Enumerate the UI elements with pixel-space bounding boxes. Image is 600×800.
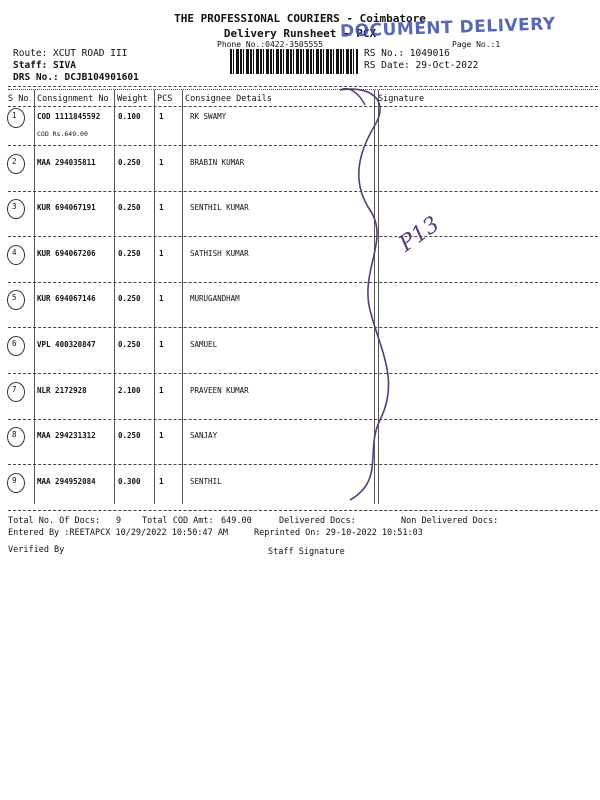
- consignee-name: SANJAY: [190, 431, 218, 441]
- weight: 0.300: [118, 476, 141, 486]
- sno: 7: [12, 384, 17, 394]
- sno: 5: [12, 293, 17, 303]
- sno: 4: [12, 247, 17, 257]
- pcs: 1: [159, 157, 164, 167]
- company-title: THE PROFESSIONAL COURIERS - Coimbatore: [174, 12, 426, 25]
- rs-date: RS Date: 29-Oct-2022: [364, 60, 479, 71]
- consignment-no: MAA 294035811: [37, 157, 96, 167]
- col-weight: Weight: [117, 94, 148, 104]
- phone-number: Phone No.:0422-3505555: [217, 40, 323, 49]
- weight: 0.250: [118, 157, 141, 167]
- sno: 3: [12, 202, 17, 212]
- consignment-no: KUR 694067191: [37, 203, 96, 213]
- footer-rule: [8, 510, 598, 511]
- weight: 0.250: [118, 294, 141, 304]
- total-cod-label: Total COD Amt:: [142, 516, 214, 526]
- page-number: Page No.:1: [452, 40, 501, 49]
- rs-number: RS No.: 1049016: [364, 48, 450, 59]
- table-top-rule: [8, 86, 598, 87]
- reprinted-on: Reprinted On: 29-10-2022 10:51:03: [254, 528, 423, 538]
- total-docs-value: 9: [116, 516, 122, 526]
- entered-by: Entered By :REETAPCX 10/29/2022 10:50:47 AM: [8, 528, 229, 538]
- sno: 8: [12, 430, 17, 440]
- consignment-no: KUR 694067146: [37, 294, 96, 304]
- sno: 1: [12, 111, 17, 120]
- col-divider: [114, 90, 115, 504]
- sno: 2: [12, 156, 17, 166]
- staff-signature: Staff Signature: [268, 547, 345, 557]
- row-separator: [8, 236, 598, 237]
- consignment-no: NLR 2172928: [37, 385, 87, 395]
- consignee-name: SENTHIL KUMAR: [190, 203, 249, 213]
- consignee-name: SATHISH KUMAR: [190, 248, 249, 258]
- pcs: 1: [159, 294, 164, 304]
- col-divider: [182, 90, 183, 504]
- consignment-no: MAA 294231312: [37, 431, 96, 441]
- weight: 0.250: [118, 431, 141, 441]
- consignment-no: COD 1111845592: [37, 112, 101, 121]
- sno: 9: [12, 475, 17, 485]
- pcs: 1: [159, 248, 164, 258]
- staff: Staff: SIVA: [13, 60, 76, 71]
- weight: 0.250: [118, 340, 141, 349]
- row-separator: [8, 419, 598, 420]
- non-delivered-docs-label: Non Delivered Docs:: [401, 516, 499, 526]
- pcs: 1: [159, 340, 164, 349]
- consignee-name: PRAVEEN KUMAR: [190, 385, 249, 395]
- pcs: 1: [159, 476, 164, 486]
- consignee-name: SAMUEL: [190, 340, 218, 349]
- sno: 6: [12, 339, 17, 348]
- delivered-docs-label: Delivered Docs:: [279, 516, 356, 526]
- consignee-name: MURUGANDHAM: [190, 294, 240, 304]
- route: Route: XCUT ROAD III: [13, 48, 128, 59]
- col-consignment: Consignment No: [37, 94, 109, 104]
- pcs: 1: [159, 431, 164, 441]
- consignment-no: KUR 694067206: [37, 248, 96, 258]
- total-docs-label: Total No. Of Docs:: [8, 516, 101, 526]
- row-separator: [8, 282, 598, 283]
- consignee-name: BRABIN KUMAR: [190, 157, 245, 167]
- barcode-icon: [230, 49, 358, 74]
- pcs: 1: [159, 385, 164, 395]
- weight: 0.100: [118, 112, 141, 121]
- row-separator: [8, 373, 598, 374]
- runsheet-title: Delivery Runsheet - PCX: [223, 27, 377, 40]
- col-divider: [154, 90, 155, 504]
- col-sno: S No: [8, 94, 29, 104]
- drs-number: DRS No.: DCJB104901601: [13, 72, 139, 83]
- weight: 0.250: [118, 203, 141, 213]
- consignee-name: SENTHIL: [190, 476, 222, 486]
- handwritten-signature: [330, 80, 460, 510]
- table-top-rule-2: [8, 89, 598, 90]
- col-signature: Signature: [378, 94, 425, 104]
- col-divider: [34, 90, 35, 504]
- handwritten-note: P13: [394, 211, 445, 258]
- consignment-no: MAA 294952084: [37, 476, 96, 486]
- cod-amount-note: COD Rs.649.00: [37, 130, 88, 138]
- col-pcs: PCS: [157, 94, 173, 104]
- verified-by: Verified By: [8, 545, 65, 555]
- document-delivery-stamp: DOCUMENT DELIVERY: [339, 14, 557, 42]
- row-separator: [8, 191, 598, 192]
- consignee-name: RK SWAMY: [190, 112, 227, 121]
- pcs: 1: [159, 112, 164, 121]
- row-separator: [8, 327, 598, 328]
- weight: 2.100: [118, 385, 141, 395]
- pcs: 1: [159, 203, 164, 213]
- total-cod-value: 649.00: [221, 516, 252, 526]
- row-separator: [8, 145, 598, 146]
- header-bottom-rule: [8, 106, 598, 107]
- row-separator: [8, 464, 598, 465]
- col-consignee: Consignee Details: [185, 94, 272, 104]
- weight: 0.250: [118, 248, 141, 258]
- consignment-no: VPL 400320847: [37, 340, 96, 349]
